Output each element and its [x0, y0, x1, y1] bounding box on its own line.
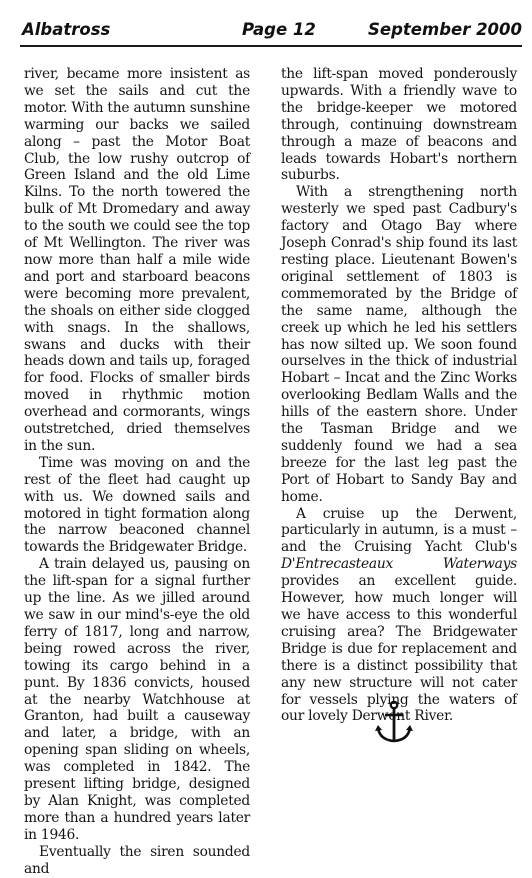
- issue-date: September 2000: [368, 20, 522, 39]
- guide-title: D'Entrecasteaux Waterways: [281, 556, 517, 573]
- paragraph: the lift-span moved ponderously upwards. With a friendly wave to the bridge-keeper we motored through, continuing downstream through a maze of beacons and leads towards Hobart's northern suburbs.: [281, 66, 517, 184]
- anchor-icon: [374, 700, 414, 746]
- closing-paragraph: [281, 506, 517, 726]
- paragraph: Eventually the siren sounded and: [24, 843, 250, 877]
- paragraph: A train delayed us, pausing on the lift-span for a signal further up the line. As we jilled around we saw in our mind's-eye the old ferry of 1817, long and narrow, being rowed across the river, towing its cargo behind in a punt. By 1836 convicts, housed at the nearby Watchhouse at Granton, had built a causeway and later, a bridge, with an opening span sliding on wheels, was completed in 1842. The present lifting bridge, designed by Alan Knight, was completed more than a hundred years later in 1946.: [24, 556, 250, 843]
- closing-text-end: provides an excellent guide. However, how much longer will we have access to this wonderful cruising area? The Bridgewater Bridge is due for replacement and there is a distinct possibility that any new structure will not cater for vessels plying the waters of our lovely Derwent River.: [281, 573, 517, 725]
- page-header: [22, 20, 522, 42]
- paragraph: Time was moving on and the rest of the fleet had caught up with us. We downed sails and motored in tight formation along the narrow beaconed channel towards the Bridgewater Bridge.: [24, 454, 250, 556]
- article-column-right: [281, 66, 517, 725]
- paragraph: river, became more insistent as we set the sails and cut the motor. With the autumn sunshine warming our backs we sailed along – past the Motor Boat Club, the low rushy outcrop of Green Island and the old Lime Kilns. To the north towered the bulk of Mt Dromedary and away to the south we could see the top of Mt Wellington. The river was now more than half a mile wide and port and starboard beacons were becoming more prevalent, the shoals on either side clogged with snags. In the shallows, swans and ducks with their heads down and tails up, foraged for food. Flocks of smaller birds moved in rhythmic motion overhead and cormorants, wings outstretched, dried themselves in the sun.: [24, 66, 250, 454]
- header-rule: [20, 45, 522, 47]
- paragraph: With a strengthening north westerly we sped past Cadbury's factory and Otago Bay where Joseph Conrad's ship found its last resting place. Lieutenant Bowen's original settlement of 1803 is commemorated by the Bridge of the same name, although the creek up which he led his settlers has now silted up. We soon found ourselves in the thick of industrial Hobart – Incat and the Zinc Works overlooking Bedlam Walls and the hills of the eastern shore. Under the Tasman Bridge and we suddenly found we had a sea breeze for the last leg past the Port of Hobart to Sandy Bay and home.: [281, 184, 517, 505]
- article-column-left: [24, 66, 250, 878]
- closing-text-start: A cruise up the Derwent, particularly in autumn, is a must – and the Cruising Yacht Club's: [281, 505, 517, 556]
- publication-title: Albatross: [22, 20, 111, 39]
- page-number: Page 12: [242, 20, 316, 39]
